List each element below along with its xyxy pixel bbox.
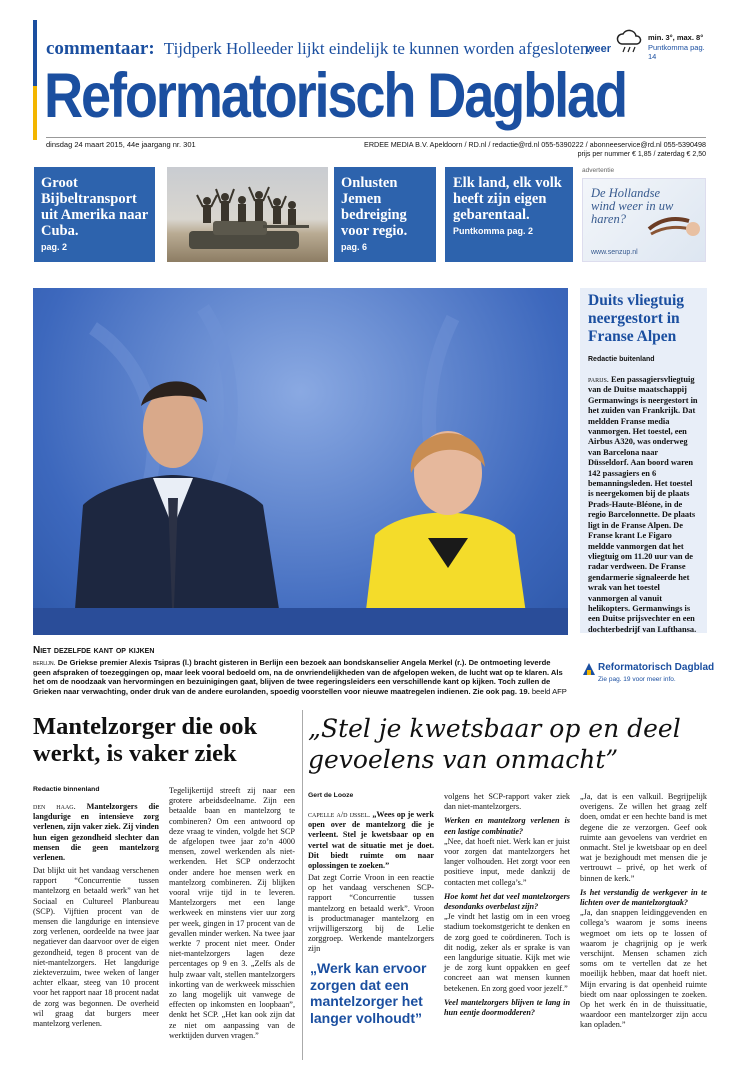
weather-label: weer bbox=[586, 43, 612, 55]
caption-credit: beeld AFP bbox=[531, 686, 567, 696]
article2-a4: „Ja, dan snappen leidinggevenden en collega’s waarom je soms ineens wegmoet om iets op te lossen of waarom je chagrijnig op je werk verschijnt. Mensen schamen zich soms om te vertellen dat ze het moeilijk hebben, maar dat hoeft niet. Mijn ervaring is dat openheid ruimte biedt om naar oplossingen te zoeken. Op het werk én in de thuissituatie, waardoor een mantelzorger zijn accu kan opladen.” bbox=[580, 908, 707, 1030]
sidebar-byline: Redactie buitenland bbox=[588, 356, 655, 363]
ad-top[interactable] bbox=[582, 178, 706, 262]
teaser-box-2[interactable] bbox=[334, 167, 436, 262]
teaser-box-3[interactable] bbox=[445, 167, 573, 262]
article1-lead-text: Mantelzorgers die langdurige en intensieve zorg verlenen, zijn vaker ziek. Zij vinden hun eigen gezondheid slechter dan mensen die geen mantelzorg verlenen. bbox=[33, 802, 160, 863]
article2-byline: Gert de Looze bbox=[308, 792, 354, 799]
article1-city: den haag. bbox=[33, 802, 76, 811]
sidebar-headline: Duits vliegtuig neergestort in Franse Alpen bbox=[588, 292, 685, 345]
article2-a1: „Nee, dat hoeft niet. Werk kan er juist voor zorgen dat mantelzorgers het langer volhouden. Het zorgt voor een positieve input, mede dankzij de contacten met collega’s.” bbox=[444, 836, 570, 887]
article1-headline[interactable]: Mantelzorger die ook werkt, is vaker ziek bbox=[33, 713, 258, 767]
article2-col3-text: „Ja, dat is een valkuil. Begrijpelijk overigens. Ze willen het graag zelf doen, omdat er een hechte band is met degene die ze verzorgen. Geef ook ruimte aan gevoelens van verdriet en onmacht. Stel je kwetsbaar op en deel wat je bezighoudt met mensen die je vertrouwt – privé, op het werk of binnen de kerk.” bbox=[580, 792, 707, 883]
teaser-text: Onlusten Jemen bedreiging voor regio. bbox=[341, 175, 408, 239]
teaser-ref: pag. 2 bbox=[41, 242, 68, 252]
caption-city: berlijn. bbox=[33, 658, 56, 667]
dateline-rule bbox=[46, 137, 706, 138]
article2-q3: Veel mantelzorgers blijven te lang in hun eentje doormodderen? bbox=[444, 997, 570, 1018]
article2-q4: Is het verstandig de werkgever in te lichten over de mantelzorgtaak? bbox=[580, 887, 707, 908]
weather-temp: min. 3°, max. 8° bbox=[648, 33, 704, 42]
photo-caption bbox=[33, 658, 569, 696]
article2-col2 bbox=[444, 792, 570, 1018]
sidebar-body bbox=[588, 375, 699, 635]
caption-text: De Griekse premier Alexis Tsipras (l.) bracht gisteren in Berlijn een bezoek aan bondskanselier Angela Merkel (r.). De ontmoeting leverde geen afspraken of toezeggingen op, maar leek vooral bedoeld om, na de onvriendelijkheden van de afgelopen weken, de lucht wat op te klaren. Als het om de noodzaak van hervormingen en bezuinigingen gaat, blijven de twee regeringsleiders een verschillende kant op kijken. Toch zullen de Grieken naar verwachting, onder druk van de andere eurolanden, spoedig voorstellen voor nieuwe maatregelen indienen. Zie ook pag. 19. bbox=[33, 658, 563, 696]
column-divider bbox=[302, 710, 303, 1060]
teaser-photo-tank[interactable] bbox=[167, 167, 328, 262]
teaser-text: Elk land, elk volk heeft zijn eigen gebarentaal. bbox=[453, 175, 562, 223]
sidebar-story[interactable] bbox=[580, 288, 707, 633]
article1-lead bbox=[33, 802, 159, 863]
article2-lead bbox=[308, 810, 434, 871]
article2-col1: Dat zegt Corrie Vroon in een reactie op het vandaag verschenen SCP-rapport “Concurrentie tussen mantelzorg en betaald werk”. Vroon is productmanager mantelzorg en vrijwilligerszorg bij de Lelie zorggroep. Werkende mantelzorgers zijn bbox=[308, 873, 434, 954]
soldiers-on-tank-illustration bbox=[167, 167, 328, 262]
dateline-right: ERDEE MEDIA B.V. Apeldoorn / RD.nl / redactie@rd.nl 055-5390222 / abonneeservice@rd.nl 055-5390498 bbox=[364, 140, 706, 149]
ad-bottom-brand: Reformatorisch Dagblad bbox=[598, 662, 715, 673]
accent-bar bbox=[33, 20, 37, 140]
article2-a2: „Je vindt het lastig om in een vroeg stadium toekomstgericht te denken en de zorg goed te coördineren. Toch is dit nodig, zeker als er sprake is van een langdurige situatie. Kijk met wie je de zorg kunt oppakken en geef concreet aan wat mensen kunnen betekenen. En zorg goed voor jezelf.” bbox=[444, 912, 570, 993]
article1-col1: Dat blijkt uit het vandaag verschenen rapport “Concurrentie tussen mantelzorg en betaald werk” van het Sociaal en Cultureel Planbureau (SCP). Vijftien procent van de mensen die langdurige en intensieve zorg verlenen, oordeelde na twee jaar negatiever dan daarvoor over de eigen gezondheid, tegen 8 procent van de niet-mantelzorgers. Het langdurige ziekteverzuim, twee weken of langer achter elkaar, steeg van 10 procent voor het rapport naar 18 procent nadat de zorg was begonnen. De overheid wil graag dat burgers meer mantelzorg verlenen. bbox=[33, 866, 159, 1029]
ad-bottom-text: Zie pag. 19 voor meer info. bbox=[598, 676, 676, 683]
article1-byline: Redactie binnenland bbox=[33, 786, 100, 793]
dateline-price: prijs per nummer € 1,85 / zaterdag € 2,50 bbox=[577, 151, 706, 158]
article2-headline[interactable]: „Stel je kwetsbaar op en deel gevoelens van onmacht” bbox=[308, 714, 681, 774]
main-photo[interactable] bbox=[33, 288, 568, 635]
dateline-left: dinsdag 24 maart 2015, 44e jaargang nr. 301 bbox=[46, 140, 196, 149]
teaser-ref: pag. 6 bbox=[341, 242, 368, 252]
article1-col2: Tegelijkertijd streeft zij naar een grotere arbeidsdeelname. Zijn een betaalde baan en mantelzorg te combineren? Om een antwoord op deze vraag te vinden, volgde het SCP de afgelopen twee jaar zo’n 4000 mensen, zowel werkenden als niet-werkenden. Het SCP onderzocht onder andere hoe mensen werk en mantelzorg combineren. Zij blijken vooral vrije tijd in te leveren. Mantelzorgers met een lange werkweek en minstens vier uur zorg per week, gingen in 17 procent van de gevallen minder werken. Na twee jaar werkte 7 procent niet meer. Onder niet-mantelzorgers lagen deze percentages op 9 en 3. „Zelfs als de hulp zwaar valt, stellen mantelzorgers inkorting van de werkweek misschien zo lang mogelijk uit vanwege de effecten op inkomsten en loopbaan”, denkt het SCP. „Het kan ook zijn dat ze niet om aanpassing van de werktijden durven vragen.” bbox=[169, 786, 295, 1040]
article2-city: capelle a/d ijssel. bbox=[308, 810, 371, 819]
woman-wind-illustration bbox=[645, 209, 703, 249]
commentary-headline: Tijdperk Holleeder lijkt eindelijk te kunnen worden afgesloten. bbox=[163, 39, 593, 58]
weather-ref: Puntkomma pag. 14 bbox=[648, 43, 705, 61]
ad-bottom[interactable] bbox=[580, 660, 715, 688]
teaser-text: Groot Bijbeltransport uit Amerika naar Cuba. bbox=[41, 175, 148, 239]
teaser-box-1[interactable] bbox=[34, 167, 155, 262]
commentary-label: commentaar: bbox=[46, 38, 155, 59]
sidebar-city: parijs. bbox=[588, 375, 609, 384]
article2-q2: Hoe komt het dat veel mantelzorgers desondanks overbelast zijn? bbox=[444, 891, 570, 912]
article2-col3 bbox=[580, 792, 707, 1031]
article2-col2-text: volgens het SCP-rapport vaker ziek dan niet-mantelzorgers. bbox=[444, 792, 570, 812]
article2-lead-text: „Wees op je werk open over de mantelzorg die je verleent. Stel je kwetsbaar op en vertel wat de situatie met je doet. Dit biedt ruimte om naar oplossingen te zoeken.” bbox=[308, 810, 434, 871]
masthead-title[interactable]: Reformatorisch Dagblad bbox=[44, 61, 626, 131]
weather[interactable] bbox=[586, 28, 706, 61]
ad-label: advertentie bbox=[582, 167, 615, 174]
ad-top-url: www.senzup.nl bbox=[591, 249, 638, 256]
rd-logo-icon bbox=[582, 662, 596, 676]
cloud-rain-icon bbox=[616, 28, 644, 54]
sidebar-text: Een passagiersvliegtuig van de Duitse maatschappij Germanwings is neergestort in het zuiden van Frankrijk. Dat meldden Franse media vanmorgen. Het toestel, een Airbus A320, was onderweg van Barcelona naar Düsseldorf. Aan boord waren 142 passagiers en 6 bemanningsleden. Het toestel is neergekomen bij de plaats Prads-Haute-Bléone, in de regio Barcelonnette. De plaats ligt in de Franse Alpen. De Franse krant Le Figaro meldde vanmorgen dat het vliegtuig om 11.20 uur van de radar verdween. De Franse gendarmerie signaleerde het wrak van het toestel vanmorgen al vanuit helikopters. Germanwings is een Duitse prijsvechter en een dochterbedrijf van Lufthansa. bbox=[588, 375, 698, 634]
tsipras-merkel-illustration bbox=[33, 288, 568, 635]
photo-caption-title: Niet dezelfde kant op kijken bbox=[33, 645, 155, 656]
teaser-ref: Puntkomma pag. 2 bbox=[453, 226, 534, 236]
article2-q1: Werken en mantelzorg verlenen is een lastige combinatie? bbox=[444, 816, 570, 836]
ad-top-text: De Hollandse wind weer in uw haren? bbox=[591, 186, 674, 226]
article2-pullquote: „Werk kan ervoor zorgen dat een mantelzorger het langer volhoudt” bbox=[310, 960, 427, 1026]
